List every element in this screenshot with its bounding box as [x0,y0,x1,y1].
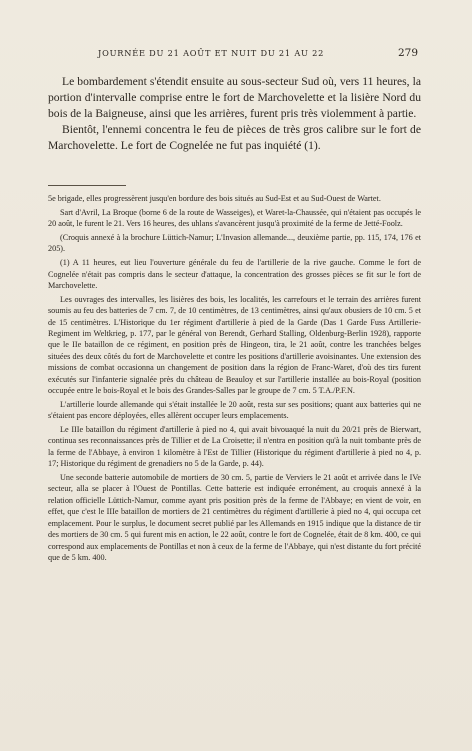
running-header [64,47,418,61]
main-paragraph-1: Le bombardement s'étendit ensuite au sous-secteur Sud où, vers 11 heures, la portion d'intervalle comprise entre le fort de Marchovelette et la lisière Nord du bois de la Baigneuse, ainsi que les arrières, furent pris très violemment à partie. [48,75,421,120]
footnote-paragraph: Les ouvrages des intervalles, les lisières des bois, les localités, les carrefours et le terrain des arrières furent soumis au feu des batteries de 7 cm. 7, de 10 centimètres, de 13 centimètres, ainsi qu'aux obusiers de 10 cm. 5 et de 15 centimètres. L'Historique du 1er régiment d'artillerie à pied de la Garde (Das 1 Garde Fuss Artillerie-Regiment im Weltkrieg, p. 177, par le général von Berendt, Gerhard Stalling, Oldenburg-Berlin 1928), rapporte que le IIe bataillon de ce régiment, en position près de Hingeon, tira, le 21 août, contre les tranchées belges situées des deux côtés du fort de Marchovelette et contre les positions d'artillerie avoisinantes. Une extension des missions de combat occasionna un changement de position dans la région de Franc-Waret, d'où des tirs furent exécutés sur l'infanterie signalée près du château de Beauloy et sur l'artillerie installée au bois-Royal (position occupée entre le bois-Royal et le bois des Grandes-Salles par le groupe de 7 cm. 5 T.A./P.F.N. [48,294,421,396]
footnote-1-paragraph: (1) A 11 heures, eut lieu l'ouverture générale du feu de l'artillerie de la rive gauche. Comme le fort de Cognelée n'était pas compris dans le secteur d'attaque, la concentration des grosses pièces se fit sur le fort de Marchovelette. [48,258,421,291]
footnote-paragraph: Sart d'Avril, La Broque (borne 6 de la route de Wasseiges), et Waret-la-Chaussée, qui n'étaient pas occupés le 20 août, le furent le 21. Vers 16 heures, des uhlans s'avancèrent jusqu'à proximité de la ferme de Jetté-Foolz. [48,207,421,229]
main-paragraph-2: Bientôt, l'ennemi concentra le feu de pièces de très gros calibre sur le fort de Marchovelette. Le fort de Cognelée ne fut pas inquiété (1). [48,123,421,153]
footnote-paragraph: L'artillerie lourde allemande qui s'était installée le 20 août, resta sur ses positions; quant aux batteries qui ne s'étaient pas encore déployées, elles allèrent occuper leurs emplacements. [48,399,421,421]
footnote-separator [48,185,126,186]
page-number: 279 [397,47,418,59]
footnote-continuation: 5e brigade, elles progressèrent jusqu'en bordure des bois situés au Sud-Est et au Sud-Ouest de Wartet. [48,194,381,203]
running-title: JOURNÉE DU 21 AOÛT ET NUIT DU 21 AU 22 [98,48,325,58]
footnote-paragraph: Une seconde batterie automobile de mortiers de 30 cm. 5, partie de Verviers le 21 août et arrivée dans le IVe secteur, alla se placer à l'Ouest de Pontillas. Cette batterie est indiquée erronément, au croquis annexé à la relation officielle Lüttich-Namur, comme ayant pris position près de la ferme de l'Abbaye; en vient de voir, en effet, que c'est le IIIe bataillon de mortiers de 21 centimètres du régiment d'artillerie à pied no 4, qui occupa cet emplacement. Pour le surplus, le document secret publié par les Allemands en 1915 indique que la distance de tir des mortiers de 30 cm. 5 qui furent mis en action, le 22 août, contre le fort de Cognelée, était de 8 km. 400, ce qui correspond aux emplacements de Pontillas et non à ceux de la ferme de l'Abbaye, qui n'est distante du fort précité que de 5 km. 400. [48,473,421,562]
footnotes [48,193,421,566]
main-text [48,74,421,154]
footnote-paragraph: Le IIIe bataillon du régiment d'artillerie à pied no 4, qui avait bivouaqué la nuit du 20/21 près de Bierwart, continua ses reconnaissances près de Tillier et de La Croisette; il n'entra en position qu'à la nuit tombante près de la ferme de l'Abbaye, à environ 1 kilomètre à l'Est de Tillier (Historique du régiment d'artillerie à pied no 4, p. 17; Historique du régiment de grenadiers no 5 de la Garde, p. 44). [48,425,421,469]
footnote-paragraph: (Croquis annexé à la brochure Lüttich-Namur; L'Invasion allemande..., deuxième partie, pp. 115, 174, 176 et 205). [48,233,421,254]
